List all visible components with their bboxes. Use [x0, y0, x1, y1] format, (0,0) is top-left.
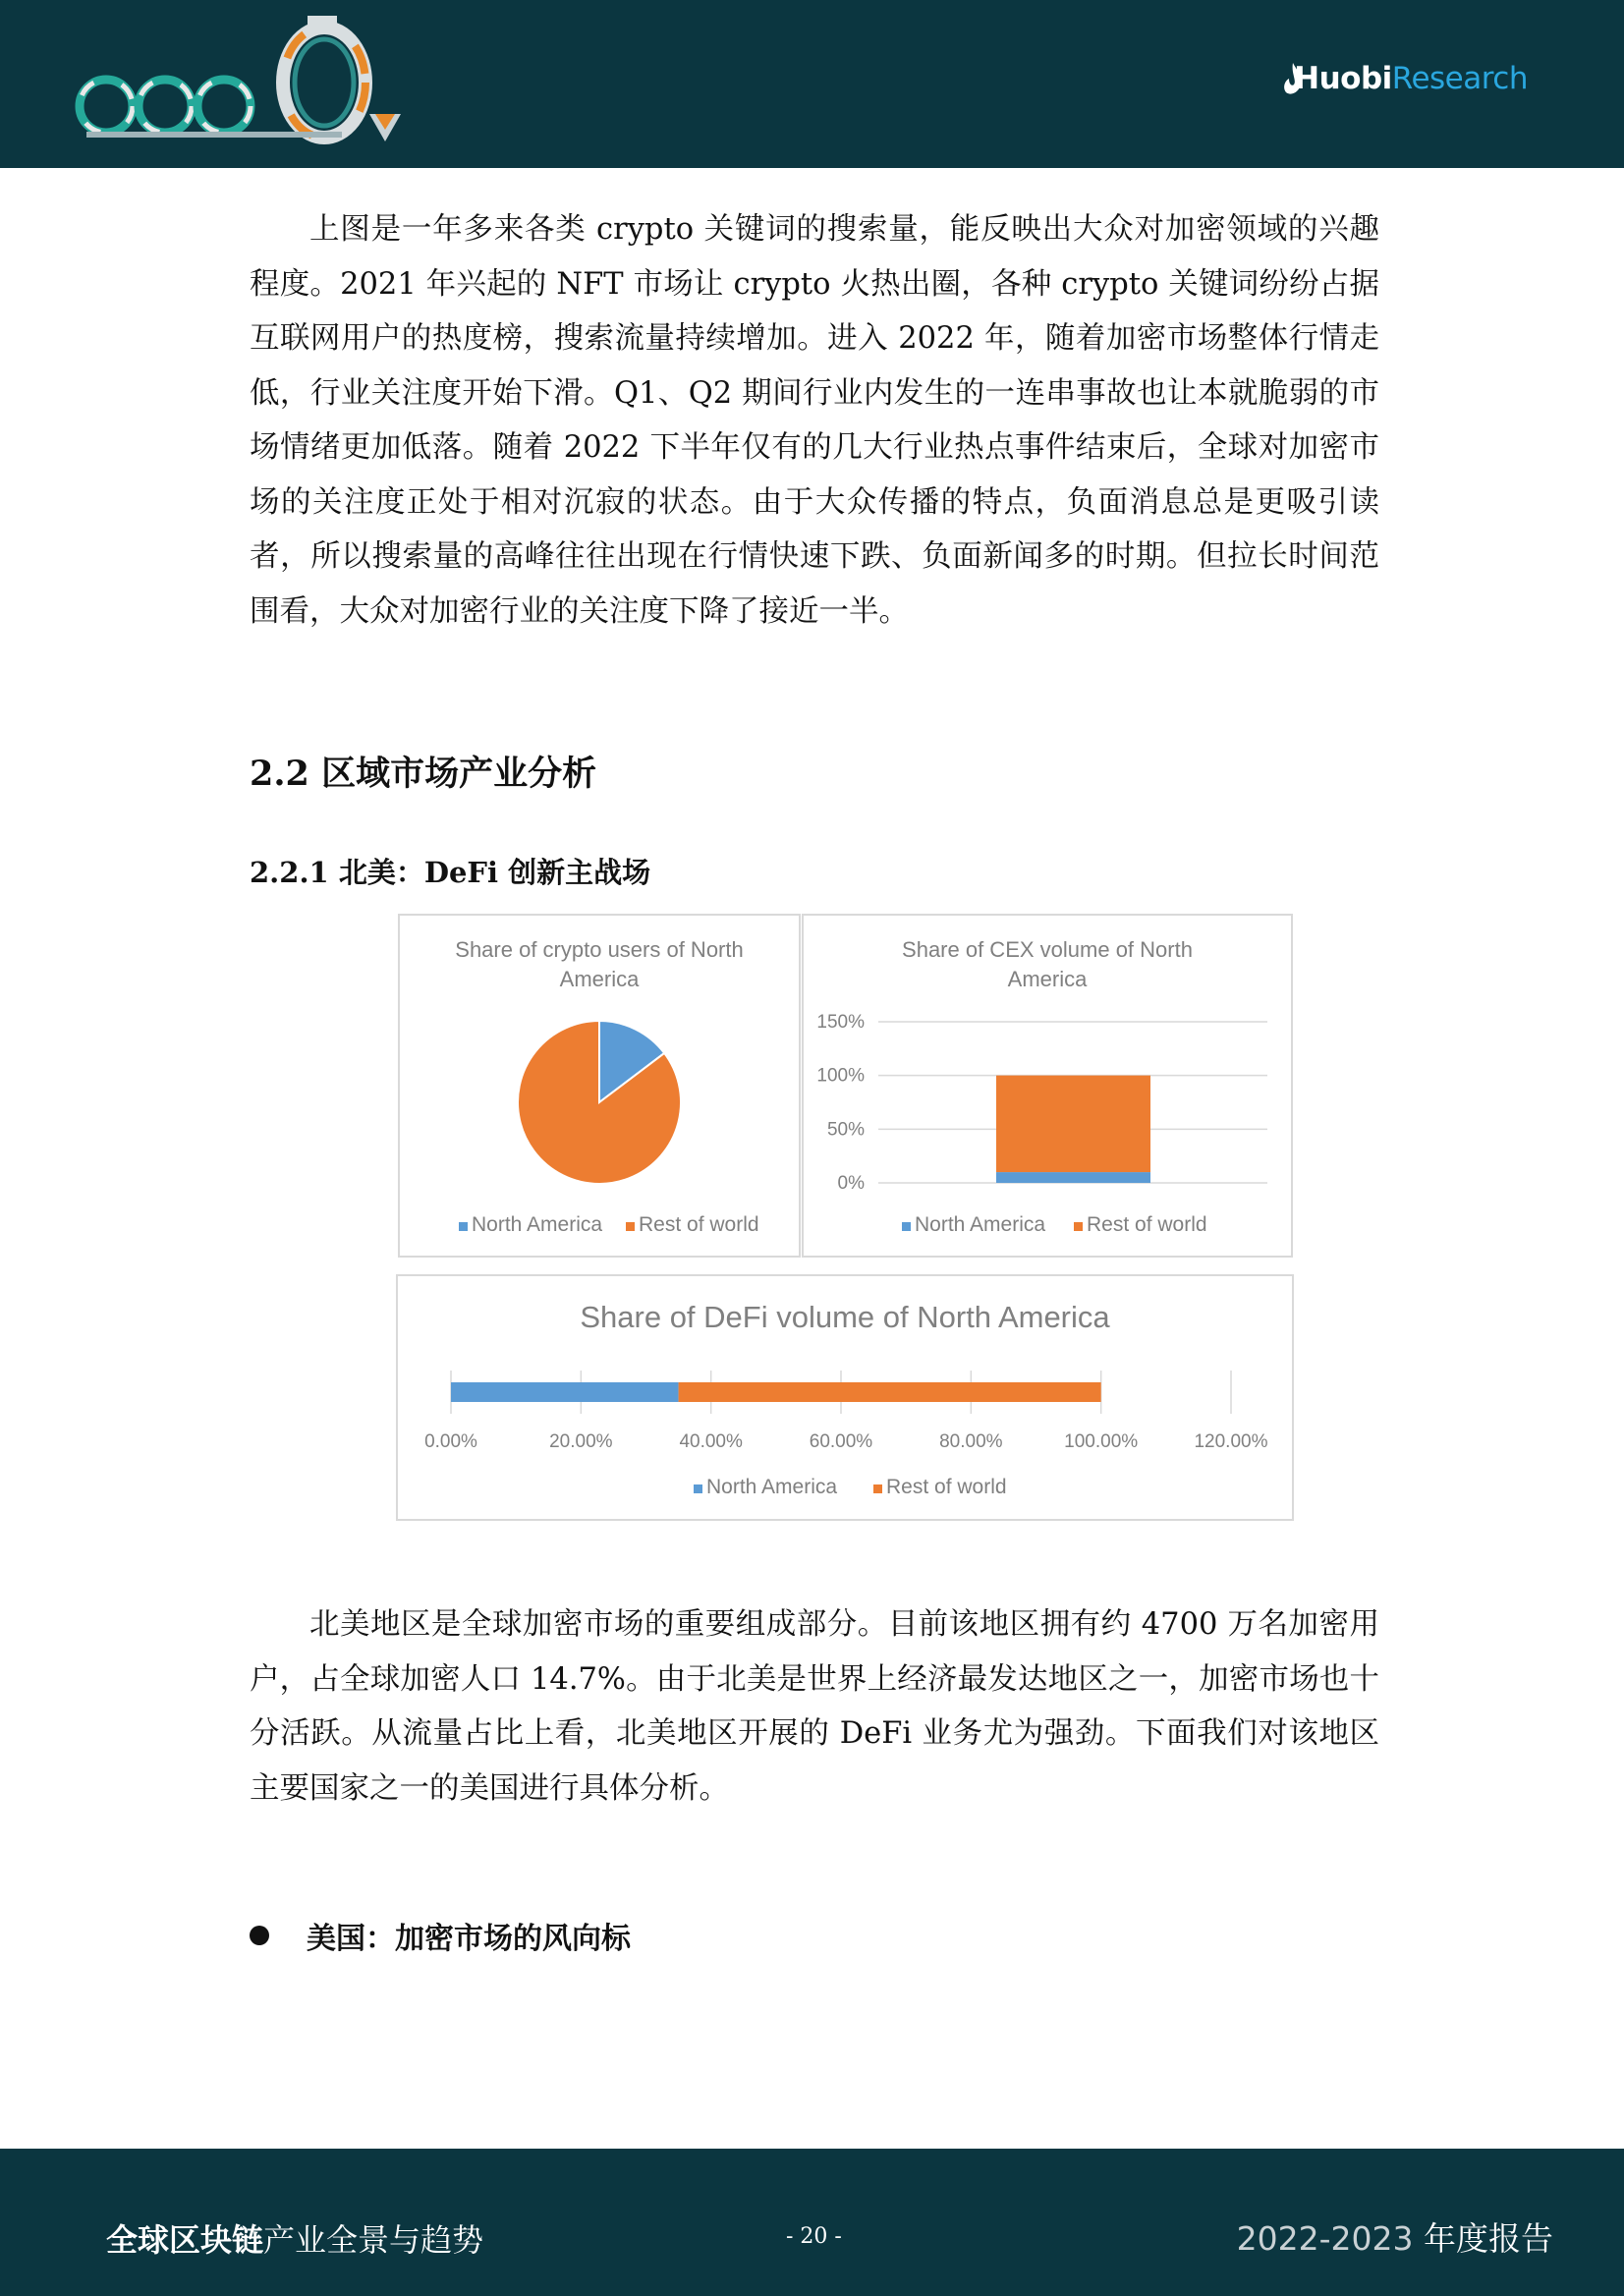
footer-title-rest: 产业全景与趋势 — [263, 2221, 484, 2259]
footer-title-bold: 全球区块链 — [106, 2221, 264, 2259]
bar-segment-rest-of-world — [679, 1382, 1101, 1402]
paragraph-north-america: 北美地区是全球加密市场的重要组成部分。目前该地区拥有约 4700 万名加密用户，占全球加密人口 14.7%。由于北美是世界上经济最发达地区之一，加密市场也十分活跃。从流量占比上看，北美地区开展的 DeFi 业务尤为强劲。下面我们对该地区主要国家之一的美国进行具体分析。 — [250, 1607, 1379, 1806]
defi-legend — [694, 1476, 1007, 1498]
paragraph-search-volume: 上图是一年多来各类 crypto 关键词的搜索量，能反映出大众对加密领域的兴趣程度。2021 年兴起的 NFT 市场让 crypto 火热出圈，各种 crypto 关键词纷纷占据互联网用户的热度榜，搜索流量持续增加。进入 2022 年，随着加密市场整体行情走低，行业关注度开始下滑。Q1、Q2 期间行业内发生的一连串事故也让本就脆弱的市场情绪更加低落。随着 2022 下半年仅有的几大行业热点事件结束后，全球对加密市场的关注度正处于相对沉寂的状态。由于大众传播的特点，负面消息总是更吸引读者，所以搜索量的高峰往往出现在行情快速下跌、负面新闻多的时期。但拉长时间范围看，大众对加密行业的关注度下降了接近一半。 — [250, 212, 1379, 629]
y-tick-label: 0% — [837, 1173, 865, 1194]
footer-year: 2022-2023 — [1236, 2219, 1414, 2258]
chart-defi-volume — [396, 1274, 1294, 1521]
defi-chart-svg — [398, 1276, 1292, 1519]
x-tick-label: 60.00% — [809, 1431, 873, 1452]
brand-name: Huobi — [1294, 61, 1392, 96]
x-tick-label: 40.00% — [679, 1431, 743, 1452]
bullet-heading-usa — [250, 1914, 631, 1957]
legend-swatch-rest-of-world — [873, 1484, 882, 1493]
legend-label-rest-of-world: Rest of world — [639, 1213, 759, 1236]
x-tick-label: 100.00% — [1064, 1431, 1139, 1452]
cex-title-line-1: Share of CEX volume of North — [902, 937, 1193, 962]
footer-report-label: 年度报告 — [1413, 2219, 1553, 2258]
legend-label-rest-of-world: Rest of world — [1087, 1213, 1207, 1236]
chart-cex-volume — [802, 914, 1293, 1258]
legend-swatch-north-america — [902, 1222, 911, 1231]
ring-chain-logo — [67, 6, 430, 163]
y-tick-label: 50% — [826, 1119, 865, 1141]
y-tick-label: 150% — [816, 1012, 865, 1033]
legend-label-north-america: North America — [472, 1213, 603, 1236]
x-tick-label: 0.00% — [424, 1431, 477, 1452]
page-header — [0, 0, 1624, 168]
brand-suffix: Research — [1391, 61, 1528, 96]
cex-legend — [902, 1213, 1207, 1236]
bullet-heading-text: 美国：加密市场的风向标 — [307, 1922, 631, 1956]
subsection-heading: 2.2.1 北美：DeFi 创新主战场 — [250, 856, 651, 889]
footer-report-title — [106, 2215, 483, 2261]
pie-chart-svg — [400, 916, 799, 1256]
brand-logo-text — [1294, 61, 1528, 96]
legend-swatch-north-america — [459, 1222, 468, 1231]
legend-label-rest-of-world: Rest of world — [886, 1476, 1007, 1498]
defi-title: Share of DeFi volume of North America — [580, 1300, 1110, 1334]
x-tick-label: 80.00% — [939, 1431, 1003, 1452]
chart-pie-users — [398, 914, 801, 1258]
bar-segment-north-america — [451, 1382, 679, 1402]
north-america-paragraph-block — [250, 1597, 1379, 1816]
y-tick-label: 100% — [816, 1065, 865, 1087]
cex-chart-svg — [804, 916, 1291, 1256]
legend-swatch-rest-of-world — [626, 1222, 635, 1231]
bar-segment-rest-of-world — [996, 1076, 1150, 1172]
x-tick-label: 120.00% — [1194, 1431, 1268, 1452]
section-heading: 2.2 区域市场产业分析 — [250, 754, 597, 794]
bullet-icon — [250, 1926, 269, 1945]
pie-legend — [459, 1213, 759, 1236]
footer-report-year — [1237, 2213, 1553, 2260]
bar-segment-north-america — [996, 1172, 1150, 1183]
cex-title-line-2: America — [1007, 967, 1088, 991]
pie-title-line-2: America — [559, 967, 640, 991]
legend-swatch-rest-of-world — [1074, 1222, 1083, 1231]
legend-label-north-america: North America — [706, 1476, 838, 1498]
pie-title-line-1: Share of crypto users of North — [455, 937, 744, 962]
page-number: - 20 - — [786, 2224, 842, 2249]
intro-paragraph-block — [250, 202, 1379, 639]
legend-swatch-north-america — [694, 1484, 702, 1493]
x-tick-label: 20.00% — [549, 1431, 613, 1452]
legend-label-north-america: North America — [915, 1213, 1046, 1236]
